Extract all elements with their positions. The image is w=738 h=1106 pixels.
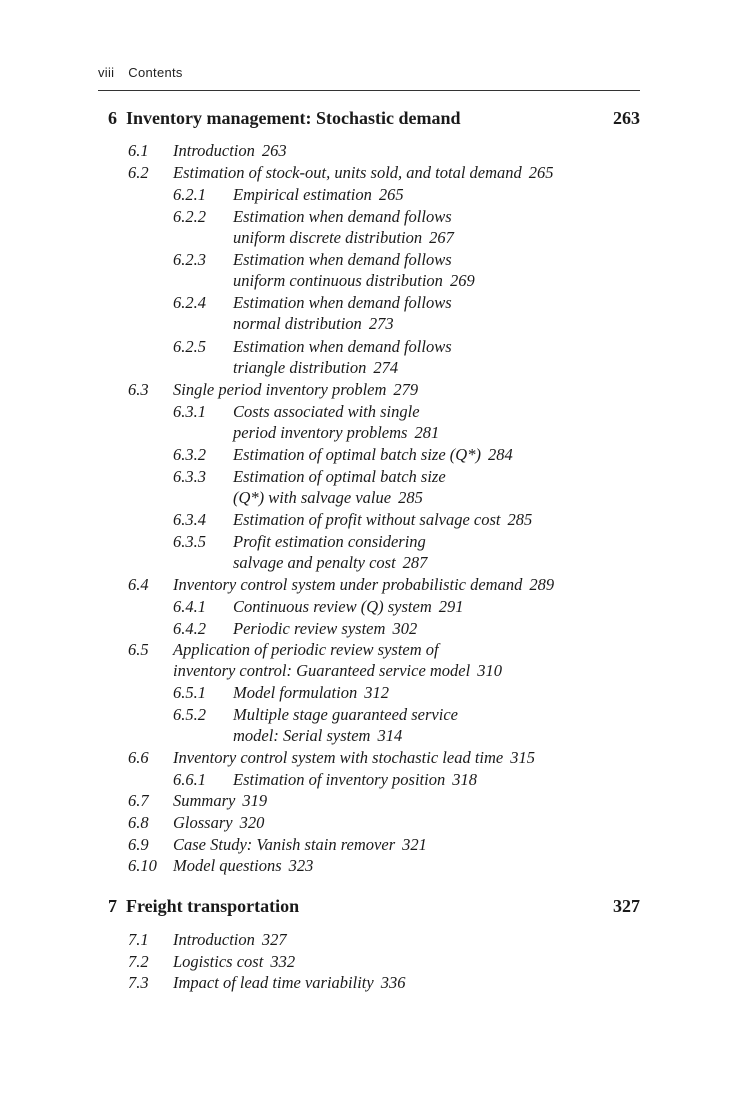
subsection-page: 269 [449, 271, 475, 290]
subsection-title: Estimation when demand follows [233, 207, 452, 226]
section-page: 315 [510, 748, 535, 767]
section-title: Introduction [173, 930, 255, 949]
subsection-title: Profit estimation considering [233, 532, 426, 551]
section-number: 6.4 [128, 575, 149, 594]
subsection-title: Estimation of optimal batch size (Q*) [233, 445, 481, 464]
section-number: 6.7 [128, 791, 149, 810]
subsection-title-cont: triangle distribution [233, 358, 367, 377]
subsection-page: 312 [364, 683, 389, 702]
running-head [98, 65, 183, 80]
subsection-title: Costs associated with single [233, 402, 420, 421]
subsection-page: 285 [507, 510, 533, 529]
subsection-title-cont: period inventory problems [233, 423, 408, 442]
section-number: 6.10 [128, 856, 157, 875]
subsection-number: 6.3.5 [173, 532, 206, 551]
subsection-number: 6.4.1 [173, 597, 206, 616]
chapter-number: 7 [108, 896, 117, 916]
section-number: 6.2 [128, 163, 149, 182]
subsection-number: 6.5.1 [173, 683, 206, 702]
subsection-page: 287 [402, 553, 428, 572]
subsection-title: Estimation when demand follows [233, 293, 452, 312]
subsection-page: 291 [438, 597, 464, 616]
page-number: viii [98, 65, 115, 80]
subsection-number: 6.3.1 [173, 402, 206, 421]
section-title: Inventory control system with stochastic lead time [173, 748, 504, 767]
subsection-title: Multiple stage guaranteed service [233, 705, 458, 724]
section-title: Case Study: Vanish stain remover [173, 835, 396, 854]
chapter-heading[interactable] [108, 896, 640, 918]
section-number: 7.3 [128, 973, 149, 992]
subsection-number: 6.3.2 [173, 445, 206, 464]
subsection-title-cont: uniform discrete distribution [233, 228, 423, 247]
subsection-title: Estimation of inventory position [233, 770, 446, 789]
chapter-title: Freight transportation [126, 896, 300, 916]
section-title: Inventory control system under probabilistic demand [173, 575, 523, 594]
subsection-title: Estimation of optimal batch size [233, 467, 446, 486]
subsection-number: 6.2.4 [173, 293, 206, 312]
section-title: Summary [173, 791, 236, 810]
subsection-title-cont: (Q*) with salvage value [233, 488, 392, 507]
subsection-title-cont: normal distribution [233, 314, 362, 333]
chapter-number: 6 [108, 108, 117, 128]
subsection-page: 274 [373, 358, 399, 377]
section-page: 319 [242, 791, 268, 810]
subsection-title: Periodic review system [233, 619, 386, 638]
subsection-number: 6.4.2 [173, 619, 206, 638]
section-title: Introduction [173, 141, 255, 160]
subsection-page: 302 [392, 619, 418, 638]
chapter-page: 263 [613, 108, 640, 128]
subsection-page: 281 [414, 423, 440, 442]
subsection-page: 314 [377, 726, 403, 745]
subsection-number: 6.3.3 [173, 467, 206, 486]
section-title: Logistics cost [173, 952, 264, 971]
section-title: Model questions [173, 856, 282, 875]
subsection-title: Model formulation [233, 683, 358, 702]
section-page: 336 [380, 973, 406, 992]
chapter-title: Inventory management: Stochastic demand [126, 108, 461, 128]
section-page: 310 [477, 661, 502, 680]
section-page: 323 [288, 856, 314, 875]
subsection-page: 267 [429, 228, 454, 247]
section-number: 6.3 [128, 380, 149, 399]
section-title: Single period inventory problem [173, 380, 387, 399]
header-rule [98, 90, 640, 91]
section-page: 332 [270, 952, 296, 971]
section-number: 6.5 [128, 640, 149, 659]
section-page: 263 [261, 141, 287, 160]
subsection-title: Estimation when demand follows [233, 337, 452, 356]
section-number: 7.2 [128, 952, 149, 971]
subsection-title: Estimation when demand follows [233, 250, 452, 269]
section-number: 6.1 [128, 141, 149, 160]
running-head-title: Contents [128, 65, 183, 80]
subsection-number: 6.6.1 [173, 770, 206, 789]
subsection-title: Estimation of profit without salvage cost [233, 510, 501, 529]
section-title: Glossary [173, 813, 233, 832]
subsection-title-cont: uniform continuous distribution [233, 271, 443, 290]
chapter-page: 327 [613, 896, 640, 916]
subsection-page: 273 [368, 314, 394, 333]
section-page: 279 [393, 380, 419, 399]
section-page: 289 [529, 575, 555, 594]
subsection-number: 6.5.2 [173, 705, 206, 724]
section-number: 6.6 [128, 748, 149, 767]
subsection-number: 6.2.3 [173, 250, 206, 269]
subsection-number: 6.2.5 [173, 337, 206, 356]
subsection-title: Continuous review (Q) system [233, 597, 432, 616]
subsection-page: 285 [398, 488, 423, 507]
section-title: Estimation of stock-out, units sold, and total demand [173, 163, 522, 182]
section-number: 6.8 [128, 813, 149, 832]
section-title: Impact of lead time variability [173, 973, 374, 992]
section-number: 6.9 [128, 835, 149, 854]
subsection-title: Empirical estimation [233, 185, 372, 204]
subsection-page: 265 [378, 185, 404, 204]
subsection-title-cont: model: Serial system [233, 726, 371, 745]
section-page: 265 [528, 163, 554, 182]
subsection-number: 6.2.1 [173, 185, 206, 204]
section-page: 321 [402, 835, 427, 854]
subsection-title-cont: salvage and penalty cost [233, 553, 396, 572]
section-title: Application of periodic review system of [173, 640, 439, 659]
chapter-heading[interactable] [108, 108, 640, 130]
subsection-page: 284 [487, 445, 513, 464]
subsection-page: 318 [452, 770, 477, 789]
section-title-cont: inventory control: Guaranteed service model [173, 661, 471, 680]
subsection-number: 6.3.4 [173, 510, 206, 529]
section-number: 7.1 [128, 930, 149, 949]
subsection-number: 6.2.2 [173, 207, 206, 226]
section-page: 327 [261, 930, 287, 949]
section-page: 320 [239, 813, 265, 832]
